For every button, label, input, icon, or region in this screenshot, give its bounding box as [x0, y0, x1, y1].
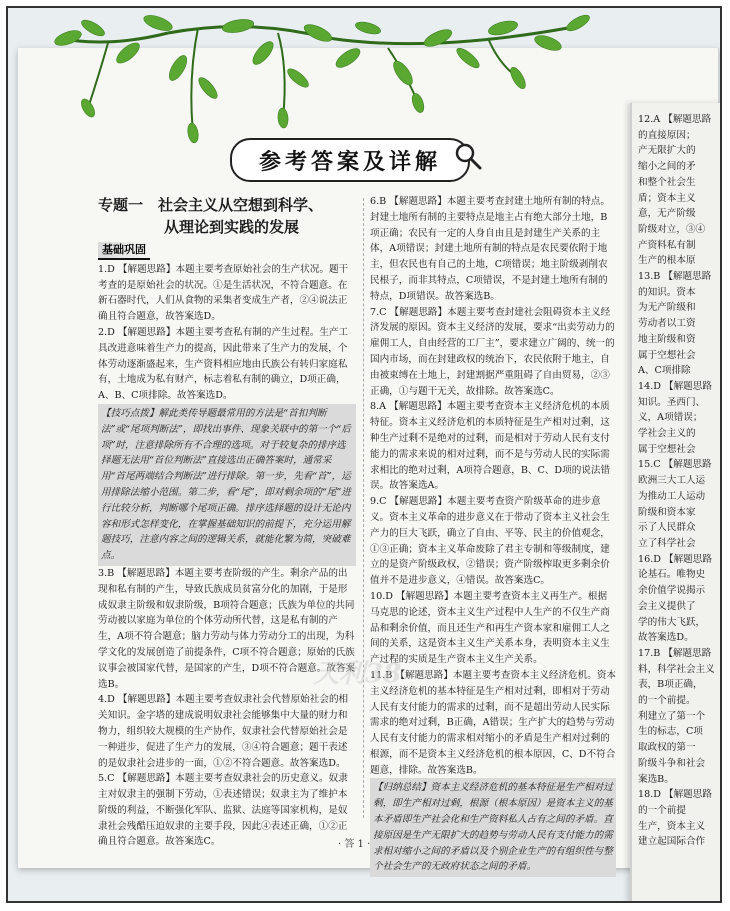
right-line: 欧洲三大工人运 — [638, 475, 706, 487]
right-line: 学的伟大飞跃， — [638, 616, 706, 628]
right-line: 盾；资本主义 — [638, 192, 696, 204]
right-line: 料，科学社会主义 — [638, 663, 715, 675]
right-line: 故答案选D。 — [638, 632, 694, 644]
answer-item: 5.C 【解题思路】本题主要考查奴隶社会的历史意义。奴隶主对奴隶主的强制下劳动，①表述错误；奴隶主为了维护本阶级的利益，不断强化军队、监狱、法庭等国家机构，是奴隶社会残酷压迫奴隶的主要手段，因此④表述正确，①②正确且符合题意。故答案选C。 — [98, 773, 348, 848]
summary-box: 【归纳总结】资本主义经济危机的基本特征是生产相对过剩，即生产相对过剩，根源（根本原因）是资本主义的基本矛盾即生产社会化和生产资料私人占有之间的矛盾。直接原因是生产无限扩大的趋势与劳动人民有支付能力的需求相对缩小之间的矛盾以及个别企业生产的有组织性与整个社会生产的无政府状态之间的矛盾。 — [370, 778, 616, 877]
right-line: 阶级斗争和社会 — [638, 757, 706, 769]
right-line: 的直接原因； — [638, 129, 696, 141]
right-column — [638, 112, 722, 850]
right-line: 18.D 【解题思路 — [638, 789, 712, 801]
tip-box: 【技巧点拨】解此类传导题最常用的方法是“首扣判断法”或“尾项判断法”，即找出事件、现象关联中的第一个“后项”时，注意排除所有不合理的选项。对于较复杂的排序选择题无法用“首位判断法”直接选出正确答案时，通常采用“首尾两端结合判断法”进行排除。第一步，先看“首”，运用排除法缩小范围。第二步，看“尾”，即对剩余项的“尾”进行比较分析，判断哪个尾项正确。排序选择题的设计无论内容和形式怎样变化，在掌握基础知识的前提下，充分运用解题技巧，注意内容之间的逻辑关系，就能化繁为简，突破难点。 — [98, 404, 356, 566]
right-line: 知识。圣西门、 — [638, 396, 706, 408]
watermark: 天利38 — [313, 659, 402, 689]
right-line: 论基石。唯物史 — [638, 569, 706, 581]
right-line: 15.C 【解题思路 — [638, 459, 712, 471]
right-line: 阶级和资本家 — [638, 506, 696, 518]
right-line: 属于空想社会 — [638, 443, 696, 455]
right-line: 缩小之间的矛 — [638, 161, 696, 173]
right-line: 和整个社会生 — [638, 176, 696, 188]
answer-item: 4.D 【解题思路】本题主要考查奴隶社会代替原始社会的相关知识。金字塔的建成说明奴隶社会能够集中大量的财力和物力，组织较大规模的生产协作，奴隶社会代替原始社会是一种进步，促进了生产力的发展，③④符合题意；题干表述的是奴隶社会进步的一面，①②不符合题意。故答案选D。 — [98, 694, 349, 769]
right-line: 生的标志，C项 — [638, 726, 703, 738]
right-line: 利建立了第一个 — [638, 710, 706, 722]
right-line: 地主阶级和资 — [638, 333, 696, 345]
right-line: A、C项排除 — [638, 365, 691, 377]
right-line: 案选B。 — [638, 773, 674, 785]
right-line: 生产的根本原 — [638, 255, 696, 267]
right-line: 12.A 【解题思路 — [638, 114, 712, 125]
right-line: 意，无产阶级 — [638, 208, 696, 220]
right-line: 14.D 【解题思路 — [638, 380, 712, 392]
right-line: 产资料私有制 — [638, 239, 696, 251]
right-line: 13.B 【解题思路 — [638, 271, 712, 283]
answer-item: 7.C 【解题思路】本题主要考查封建社会阻碍资本主义经济发展的原因。资本主义经济的发展，要求“出卖劳动力的雇佣工人，自由经营的工厂主”，要求建立广阔的、统一的国内市场，而在封建政权的统治下，农民依附于地主，自由被束缚在土地上，封建割据严重阻碍了自由贸易，②③正确，①与题干无关，故排除。故答案选C。 — [370, 306, 615, 397]
answer-item: 6.B 【解题思路】本题主要考查封建土地所有制的特点。封建土地所有制的主要特点是地主占有绝大部分土地，B项正确；农民有一定的人身自由且是封建生产关系的主体，A项错误；封建土地所有制的特点是农民要依附于地主，但农民也有自己的土地，C项错误；地主阶级剥削农民根子，而非其特点，C项错误，不是封建土地所有制的特点，D项错误。故答案选B。 — [370, 196, 610, 302]
right-line: 立了科学社会 — [638, 537, 696, 549]
photo-frame — [6, 6, 722, 903]
answer-item: 11.B 【解题思路】本题主要考查资本主义经济危机。资本主义经济危机的基本特征是生产相对过剩，即相对于劳动人民有支付能力的需求的过剩，而不是超出劳动人民实际需求的绝对过剩，B正确，A错误；生产扩大的趋势与劳动人民有支付能力的需求相对缩小的矛盾是生产相对过剩的根源，而不是资本主义经济危机的根本原因，C、D不符合题意，排除。故答案选B。 — [370, 669, 617, 776]
right-line: 16.D 【解题思路 — [638, 553, 712, 565]
right-line: 建立起国际合作 — [638, 836, 706, 848]
answer-item: 9.C 【解题思路】本题主要考查资产阶级革命的进步意义。资本主义革命的进步意义在于带动了资本主义社会生产力的巨大飞跃，确立了自由、平等、民主的价值观念，①③正确；资本主义革命废除了君主专制和等级制度，建立的是资产阶级政权，②错误；资产阶级榨取更多剩余价值并不是进步意义，④错误。故答案选C。 — [370, 496, 610, 587]
right-line: 生产，资本主义 — [638, 820, 706, 832]
right-line: 的知识。资本 — [638, 286, 696, 298]
right-line: 会主义提供了 — [638, 600, 696, 612]
left-column — [98, 194, 356, 850]
right-line: 取政权的第一 — [638, 742, 696, 754]
section-title-1: 专题一 社会主义从空想到科学、 — [98, 196, 324, 214]
middle-column — [370, 194, 616, 877]
basic-label: 基础巩固 — [98, 242, 150, 260]
right-line: 示了人民群众 — [638, 522, 696, 534]
answer-item: 3.B 【解题思路】本题主要考查阶级的产生。剩余产品的出现和私有制的产生，导致氏族成员贫富分化的加剧，于是形成奴隶主阶级和奴隶阶级，B项符合题意；氏族为单位的共同劳动被以家庭为单位的个体劳动所代替，这是私有制的产生，A项不符合题意；脑力劳动与体力劳动分工的出现，为科学文化的发展创造了前提条件，C项不符合题意；原始的氏族议事会被国家代替，是国家的产生，D项不符合题意。故答案选B。 — [98, 567, 356, 690]
right-line: 劳动者以工资 — [638, 318, 696, 330]
magnifier-icon — [454, 142, 482, 170]
right-line: 余价值学说揭示 — [638, 585, 706, 597]
page-number: · 答 1 · — [338, 839, 371, 850]
right-line: 阶级对立，③④ — [638, 223, 706, 235]
right-line: 的一个前提。 — [638, 695, 696, 707]
right-line: 学社会主义的 — [638, 428, 696, 440]
section-title-2: 从理论到实践的发展 — [164, 218, 300, 236]
right-line: 为无产阶级和 — [638, 302, 696, 314]
right-line: 产无限扩大的 — [638, 145, 696, 157]
right-line: 的一个前提 — [638, 804, 686, 816]
plant-decoration — [48, 8, 608, 143]
right-line: 表，B项正确， — [638, 679, 703, 691]
answer-item: 2.D 【解题思路】本题主要考查私有制的产生过程。生产工具改进意味着生产力的提高，因此带来了生产力的发展，个体劳动逐渐盛起来，生产资料相应地由氏族公有转归家庭私有，土地成为私有财产，标志着私有制的确立，D项正确，A、B、C项排除。故答案选D。 — [98, 326, 349, 402]
title-banner — [230, 138, 470, 182]
answer-item: 1.D 【解题思路】本题主要考查原始社会的生产状况。题干考查的是原始社会的状况。①是生活状况，不符合题意。在新石器时代，人们从食物的采集者变成生产者，②④说法正确且符合题意，故答案选D。 — [98, 263, 349, 323]
column-divider — [363, 198, 364, 818]
right-line: 17.B 【解题思路 — [638, 647, 712, 659]
right-line: 属于空想社会 — [638, 349, 696, 361]
page-title: 参考答案及详解 — [258, 148, 441, 175]
right-line: 义，A项错误； — [638, 412, 703, 424]
right-line: 为推动工人运动 — [638, 490, 706, 502]
answer-item: 8.A 【解题思路】本题主要考查资本主义经济危机的本质特征。资本主义经济危机的本质特征是生产相对过剩，这种生产过剩不是绝对的过剩，而是相对于劳动人民有支付能力的需求来说的相对过剩，而不是与劳动人民的实际需求相比的绝对过剩，A项符合题意，B、C、D项的说法错误。故答案选A。 — [370, 401, 611, 492]
answer-item: 10.D 【解题思路】本题主要考查资本主义再生产。根据马克思的论述，资本主义生产过程中人生产的不仅生产商品和剩余价值，而且还生产和再生产资本家和雇佣工人之间的关系，这是资本主义生产关系本身，表明资本主义生产过程的实质是生产资本主义生产关系。 — [370, 590, 610, 666]
